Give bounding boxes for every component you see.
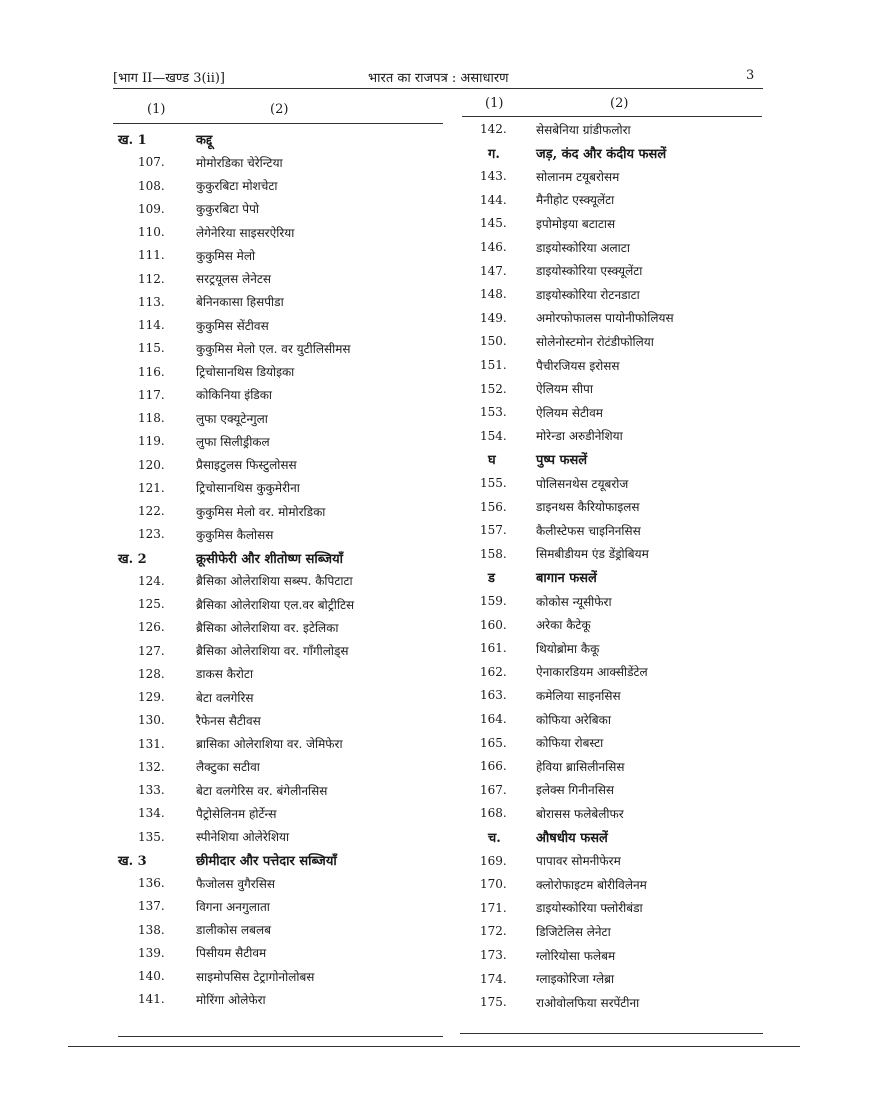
crop-entry-row [118, 523, 274, 545]
crop-botanical-name: कोकोस न्यूसीफेरा [536, 594, 612, 609]
crop-entry-row [480, 684, 621, 706]
entry-number: 169. [480, 853, 507, 868]
entry-number: 114. [138, 318, 165, 332]
crop-botanical-name: ग्लाइकोरिजा ग्लेब्रा [536, 972, 615, 987]
entry-number: 152. [480, 381, 507, 396]
crop-botanical-name: सिमबीडीयम एंड डेंड्रोबियम [536, 547, 649, 562]
entry-number: 137. [138, 899, 165, 914]
section-heading-row [480, 826, 608, 848]
section-code: ख. 1 [118, 133, 147, 148]
section-title: छीमीदार और पत्तेदार सब्जियाँ [196, 853, 337, 869]
entry-number: 111. [138, 248, 165, 263]
entry-number: 107. [138, 155, 165, 170]
crop-botanical-name: ऐलियम सीपा [536, 382, 593, 397]
entry-number: 133. [138, 783, 165, 797]
entry-number: 157. [480, 523, 507, 538]
entry-number: 149. [480, 310, 507, 325]
crop-entry-row [118, 570, 353, 592]
crop-botanical-name: कुकुमिस सेंटीवस [196, 318, 269, 333]
crop-botanical-name: बेटा वलगेरिस [196, 690, 254, 705]
crop-botanical-name: ट्रिचोसानथिस डियोइका [196, 365, 295, 379]
section-heading-row [118, 128, 213, 150]
crop-entry-row [118, 965, 315, 987]
crop-entry-row [480, 519, 641, 541]
crop-botanical-name: रैफेनस सैटीवस [196, 713, 261, 728]
section-heading-row [118, 547, 343, 569]
crop-entry-row [118, 198, 260, 220]
crop-entry-row [480, 920, 611, 942]
crop-entry-row [118, 477, 300, 499]
crop-entry-row [480, 968, 615, 990]
crop-entry-row [480, 661, 648, 683]
crop-entry-row [480, 425, 623, 447]
crop-entry-row [480, 614, 591, 636]
crop-entry-row [118, 895, 270, 917]
entry-number: 135. [138, 829, 165, 844]
entry-number: 173. [480, 948, 507, 962]
entry-number: 130. [138, 713, 165, 728]
crop-botanical-name: कुकुरबिटा मोशचेटा [196, 179, 278, 193]
section-heading-row [480, 566, 597, 588]
crop-botanical-name: कोफिया अरेबिका [536, 712, 611, 727]
crop-entry-row [118, 988, 266, 1010]
entry-number: 136. [138, 876, 165, 890]
crop-botanical-name: डालीकोस लबलब [196, 923, 271, 937]
crop-botanical-name: सरट्रयूलस लेनेटस [196, 272, 272, 286]
crop-botanical-name: ब्रैसिका ओलेराशिया वर. गॉंगीलोड्स [196, 644, 349, 658]
crop-botanical-name: ग्लोरियोसा फलेबम [536, 948, 616, 963]
crop-entry-row [118, 221, 295, 243]
entry-number: 109. [138, 201, 165, 216]
crop-botanical-name: डाइयोस्कोरिया अलाटा [536, 240, 630, 255]
crop-entry-row [118, 709, 261, 731]
right-col-header-name: (2) [610, 96, 629, 111]
crop-botanical-name: साइमोपसिस टेट्रागोनोलोबस [196, 969, 315, 984]
crop-entry-row [118, 454, 297, 476]
crop-entry-row [480, 991, 640, 1013]
entry-number: 164. [480, 712, 507, 726]
crop-entry-row [118, 268, 272, 290]
crop-botanical-name: कुकुमिस मेलो वर. मोमोरडिका [196, 504, 326, 519]
crop-entry-row [480, 212, 616, 234]
crop-botanical-name: राओवोलफिया सरपेंटीना [536, 995, 640, 1010]
entry-number: 139. [138, 945, 165, 960]
entry-number: 158. [480, 546, 507, 561]
entry-number: 156. [480, 499, 507, 514]
crop-botanical-name: पोलिसनथेस टयूबरोज [536, 476, 629, 491]
section-heading-row [118, 849, 337, 871]
entry-number: 170. [480, 877, 507, 892]
entry-number: 161. [480, 641, 507, 656]
crop-botanical-name: ऐलियम सेटीवम [536, 405, 603, 420]
entry-number: 160. [480, 617, 507, 632]
crop-entry-row [118, 640, 349, 662]
crop-entry-row [118, 663, 254, 685]
crop-entry-row [480, 708, 611, 730]
crop-entry-row [480, 755, 625, 777]
crop-botanical-name: डाइयोस्कोरिया रोटनडाटा [536, 287, 640, 302]
crop-entry-row [118, 337, 351, 359]
crop-entry-row [480, 260, 643, 282]
entry-number: 112. [138, 271, 165, 286]
entry-number: 126. [138, 620, 165, 635]
crop-entry-row [480, 802, 624, 824]
entry-number: 159. [480, 594, 507, 608]
crop-entry-row [480, 307, 674, 329]
header-section-label: [भाग II—खण्ड 3(ii)] [113, 71, 225, 86]
crop-botanical-name: स्पीनेशिया ओलेरेशिया [196, 830, 290, 844]
entry-number: 172. [480, 924, 507, 939]
crop-entry-row [118, 779, 328, 801]
entry-number: 150. [480, 334, 507, 349]
crop-botanical-name: ब्रैसिका ओलेराशिया एल.वर बोट्रीटिस [196, 597, 355, 612]
entry-number: 154. [480, 428, 507, 443]
crop-botanical-name: अमोरफोफालस पायोनीफोलियस [536, 311, 674, 326]
footer-rule [68, 1046, 800, 1047]
crop-botanical-name: मोरिंगा ओलेफेरा [196, 992, 266, 1007]
crop-entry-row [118, 802, 277, 824]
crop-entry-row [480, 236, 630, 258]
entry-number: 120. [138, 457, 165, 472]
section-code: ग. [488, 146, 500, 162]
crop-botanical-name: इलेक्स गिनीनसिस [536, 783, 615, 798]
entry-number: 118. [138, 411, 165, 425]
entry-number: 119. [138, 434, 165, 449]
crop-entry-row [118, 826, 290, 848]
entry-number: 146. [480, 240, 507, 254]
crop-botanical-name: बोरासस फलेबेलीफर [536, 806, 624, 821]
crop-botanical-name: डाइयोस्कोरिया एस्क्यूलेंटा [536, 264, 643, 279]
right-col-header-rule [462, 116, 762, 117]
crop-botanical-name: अरेका कैटेकू [536, 618, 591, 633]
crop-entry-row [480, 165, 620, 187]
crop-botanical-name: कुकुमिस कैलोसस [196, 527, 274, 542]
crop-botanical-name: सोलानम टयूबरोसम [536, 169, 620, 184]
crop-entry-row [118, 733, 343, 755]
section-heading-row [480, 142, 667, 164]
crop-entry-row [480, 850, 621, 872]
crop-botanical-name: लुफा सिलीड्रीकल [196, 434, 270, 449]
crop-botanical-name: कुकुमिस मेलो [196, 248, 256, 263]
crop-entry-row [118, 756, 260, 778]
section-title: औषधीय फसलें [536, 831, 608, 846]
entry-number: 174. [480, 971, 507, 986]
entry-number: 116. [138, 364, 165, 379]
crop-entry-row [118, 942, 267, 964]
crop-botanical-name: पिसीयम सैटीवम [196, 946, 267, 961]
crop-botanical-name: ब्रैसिका ओलेराशिया सब्स्प. कैपिटाटा [196, 574, 353, 589]
entry-number: 162. [480, 664, 507, 679]
crop-entry-row [480, 330, 654, 352]
section-title: जड़, कंद और कंदीय फसलें [536, 146, 667, 162]
crop-entry-row [480, 378, 593, 400]
section-code: ख. 3 [118, 853, 147, 869]
crop-botanical-name: लुफा एक्यूटेन्गुला [196, 411, 268, 426]
header-page-number: 3 [746, 68, 755, 83]
crop-botanical-name: क्लोरोफाइटम बोरीविलेनम [536, 877, 647, 892]
bottom-rule-left [118, 1036, 443, 1037]
crop-entry-row [118, 686, 254, 708]
entry-number: 113. [138, 294, 165, 309]
crop-entry-row [480, 118, 631, 140]
crop-entry-row [480, 873, 647, 895]
left-col-header-num: (1) [147, 102, 166, 117]
entry-number: 166. [480, 759, 507, 774]
entry-number: 165. [480, 735, 507, 750]
crop-botanical-name: कोफिया रोबस्टा [536, 736, 604, 751]
crop-entry-row [118, 593, 355, 615]
entry-number: 151. [480, 358, 507, 372]
crop-botanical-name: पापावर सोमनीफेरम [536, 854, 621, 869]
entry-number: 110. [138, 225, 165, 239]
section-title: पुष्प फसलें [536, 453, 588, 469]
crop-botanical-name: कुकुरबिटा पेपो [196, 202, 260, 217]
entry-number: 142. [480, 122, 507, 136]
left-col-header-rule [113, 123, 443, 124]
crop-botanical-name: लेगेनेरिया साइसरऐरिया [196, 225, 295, 240]
entry-number: 141. [138, 992, 165, 1007]
crop-botanical-name: फैजोलस वुगैरसिस [196, 876, 275, 891]
crop-entry-row [118, 616, 339, 638]
right-col-header-num: (1) [485, 96, 504, 111]
entry-number: 171. [480, 900, 507, 915]
crop-entry-row [480, 590, 612, 612]
left-col-header-name: (2) [270, 102, 289, 117]
crop-entry-row [480, 354, 620, 376]
entry-number: 129. [138, 690, 165, 704]
entry-number: 132. [138, 759, 165, 774]
entry-number: 121. [138, 480, 165, 495]
entry-number: 122. [138, 504, 165, 518]
crop-entry-row [118, 151, 283, 173]
entry-number: 147. [480, 263, 507, 278]
crop-botanical-name: सोलेनोस्टमोन रोटंडीफोलिया [536, 334, 654, 349]
crop-botanical-name: मोरेन्डा अरुडीनेशिया [536, 429, 623, 444]
crop-entry-row [118, 314, 269, 336]
crop-botanical-name: डिजिटेलिस लेनेटा [536, 924, 611, 939]
crop-entry-row [480, 543, 649, 565]
crop-entry-row [118, 872, 275, 894]
crop-botanical-name: विगना अनगुलाता [196, 899, 270, 914]
crop-botanical-name: डाइयोस्कोरिया फ्लोरीबंडा [536, 901, 643, 916]
entry-number: 123. [138, 527, 165, 542]
entry-number: 128. [138, 666, 165, 681]
crop-entry-row [480, 496, 640, 518]
crop-botanical-name: कोकिनिया इंडिका [196, 388, 273, 403]
crop-entry-row [118, 407, 268, 429]
section-code: घ [488, 453, 496, 469]
entry-number: 163. [480, 688, 507, 703]
section-title: कद्दू [196, 133, 213, 148]
crop-entry-row [480, 944, 616, 966]
crop-botanical-name: लैक्टुका सटीवा [196, 760, 260, 775]
crop-botanical-name: इपोमोइया बटाटास [536, 216, 616, 231]
crop-entry-row [118, 244, 256, 266]
entry-number: 127. [138, 643, 165, 658]
entry-number: 131. [138, 736, 165, 751]
crop-entry-row [118, 361, 295, 383]
entry-number: 125. [138, 597, 165, 611]
section-title: क्रूसीफेरी और शीतोष्ण सब्जियाँ [196, 551, 343, 567]
crop-botanical-name: बेटा वलगेरिस वर. बंगेलीनसिस [196, 783, 328, 798]
crop-botanical-name: सेसबेनिया ग्रांडीफलोरा [536, 122, 631, 137]
entry-number: 138. [138, 922, 165, 937]
crop-entry-row [118, 500, 326, 522]
crop-entry-row [480, 779, 615, 801]
crop-botanical-name: डाइनथस कैरियोफाइलस [536, 500, 640, 515]
crop-botanical-name: मैनीहोट एस्क्यूलेंटा [536, 193, 615, 208]
crop-entry-row [118, 384, 273, 406]
entry-number: 134. [138, 806, 165, 821]
section-code: ड [488, 571, 495, 587]
entry-number: 153. [480, 405, 507, 420]
entry-number: 108. [138, 178, 165, 193]
crop-entry-row [118, 919, 271, 941]
entry-number: 124. [138, 573, 165, 588]
crop-botanical-name: पैचीरजियस इरोसस [536, 358, 620, 373]
crop-entry-row [118, 430, 270, 452]
crop-botanical-name: कमेलिया साइनसिस [536, 688, 621, 703]
crop-entry-row [480, 472, 629, 494]
crop-botanical-name: ट्रिचोसानथिस कुकुमेरीना [196, 481, 300, 496]
section-code: च. [488, 831, 501, 846]
section-title: बागान फसलें [536, 571, 597, 587]
entry-number: 145. [480, 216, 507, 231]
crop-entry-row [480, 732, 604, 754]
entry-number: 148. [480, 287, 507, 302]
entry-number: 143. [480, 169, 507, 184]
crop-entry-row [480, 283, 640, 305]
crop-entry-row [118, 175, 278, 197]
entry-number: 168. [480, 806, 507, 821]
crop-botanical-name: थियोब्रोमा कैकू [536, 641, 600, 656]
entry-number: 155. [480, 476, 507, 490]
crop-botanical-name: हेविया ब्रासिलीनसिस [536, 759, 625, 774]
crop-entry-row [480, 637, 600, 659]
crop-botanical-name: कुकुमिस मेलो एल. वर युटीलिसीमस [196, 341, 351, 356]
entry-number: 167. [480, 782, 507, 797]
crop-botanical-name: ऐनाकारडियम आक्सीडेंटेल [536, 665, 648, 680]
entry-number: 144. [480, 192, 507, 207]
section-code: ख. 2 [118, 551, 147, 567]
crop-botanical-name: मोमोरडिका चेरेन्टिया [196, 155, 283, 170]
bottom-rule-right [460, 1033, 763, 1034]
crop-entry-row [480, 189, 615, 211]
entry-number: 117. [138, 387, 165, 402]
crop-botanical-name: ब्रासिका ओलेराशिया वर. जेमिफेरा [196, 737, 343, 751]
header-rule [113, 88, 763, 89]
crop-entry-row [118, 291, 284, 313]
section-heading-row [480, 448, 588, 470]
header-gazette-title: भारत का राजपत्र : असाधारण [368, 71, 509, 86]
crop-botanical-name: बेनिनकासा हिसपीडा [196, 295, 284, 310]
crop-botanical-name: ब्रैसिका ओलेराशिया वर. इटेलिका [196, 620, 339, 635]
entry-number: 175. [480, 995, 507, 1010]
entry-number: 140. [138, 969, 165, 983]
entry-number: 115. [138, 341, 165, 356]
crop-botanical-name: डाकस कैरोटा [196, 667, 254, 682]
crop-botanical-name: पैट्रोसेलिनम होर्टेन्स [196, 806, 277, 821]
crop-entry-row [480, 401, 603, 423]
crop-botanical-name: कैलीस्टेफस चाइनिनसिस [536, 523, 641, 538]
crop-entry-row [480, 897, 643, 919]
crop-botanical-name: प्रैसाइटुलस फिस्टुलोसस [196, 458, 297, 472]
